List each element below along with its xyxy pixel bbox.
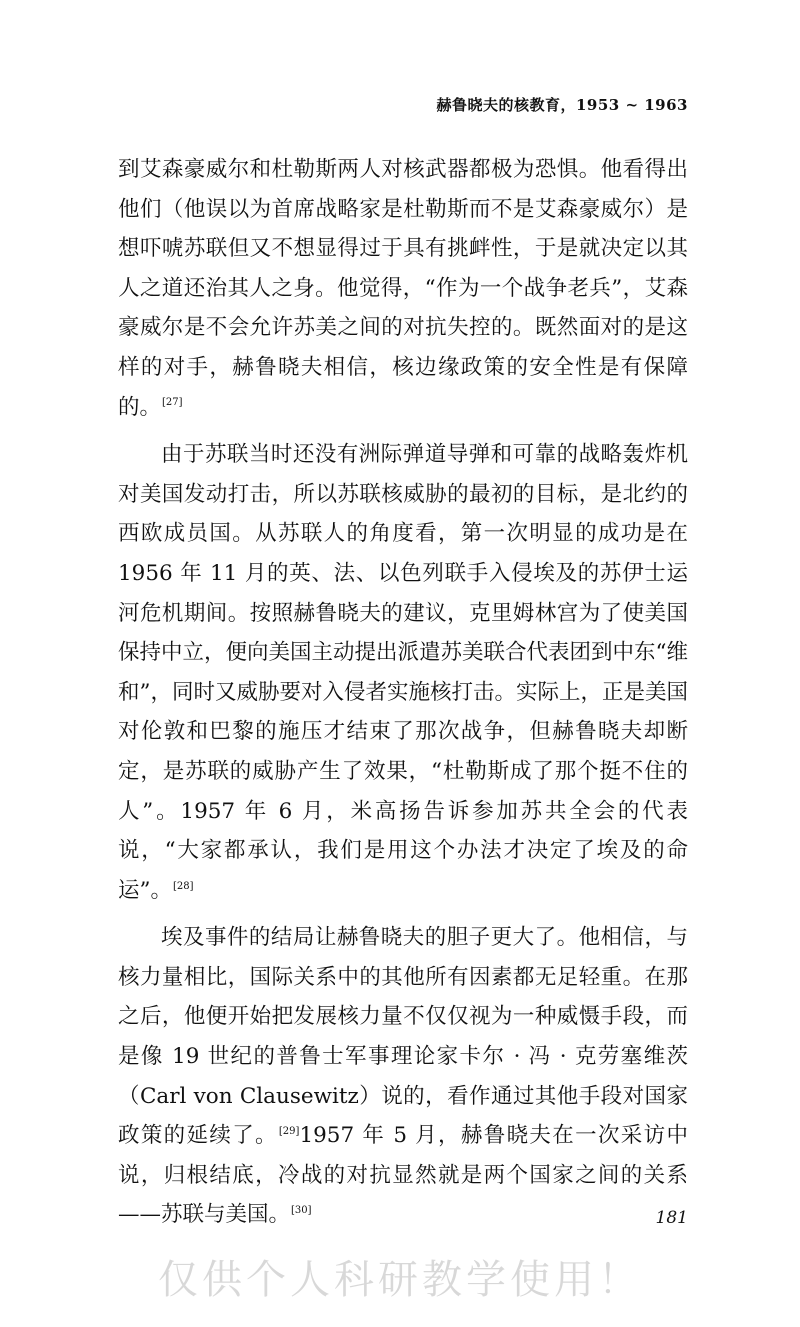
footnote-ref-30[interactable]: [30]: [291, 1205, 312, 1217]
paragraph-3: [118, 918, 688, 1235]
paragraph-1-text: 到艾森豪威尔和杜勒斯两人对核武器都极为恐惧。他看得出他们（他误以为首席战略家是杜勒斯而不是艾森豪威尔）是想吓唬苏联但又不想显得过于具有挑衅性，于是就决定以其人之道还治其人之身。他觉得，“作为一个战争老兵”，艾森豪威尔是不会允许苏美之间的对抗失控的。既然面对的是这样的对手，赫鲁晓夫相信，核边缘政策的安全性是有保障的。: [118, 157, 688, 420]
footnote-ref-29[interactable]: [29]: [278, 1126, 300, 1138]
page-number: 181: [655, 1208, 688, 1228]
footnote-ref-27[interactable]: [27]: [162, 397, 183, 409]
footnote-ref-28[interactable]: [28]: [173, 880, 194, 892]
paragraph-1: [118, 150, 688, 427]
paragraph-2: [118, 435, 688, 910]
paragraph-3-text-b: 1957 年 5 月，赫鲁晓夫在一次采访中说，归根结底，冷战的对抗显然就是两个国家之间的关系——苏联与美国。: [118, 1123, 688, 1228]
body-text: [118, 150, 688, 1243]
paragraph-3-text-a: 埃及事件的结局让赫鲁晓夫的胆子更大了。他相信，与核力量相比，国际关系中的其他所有因素都无足轻重。在那之后，他便开始把发展核力量不仅仅视为一种威慑手段，而是像 19 世纪的普鲁士军事理论家卡尔 · 冯 · 克劳塞维茨（Carl von Clausewitz）说的，看作通过其他手段对国家政策的延续了。: [118, 925, 688, 1149]
paragraph-2-text: 由于苏联当时还没有洲际弹道导弹和可靠的战略轰炸机对美国发动打击，所以苏联核威胁的最初的目标，是北约的西欧成员国。从苏联人的角度看，第一次明显的成功是在1956 年 11 月的英、法、以色列联手入侵埃及的苏伊士运河危机期间。按照赫鲁晓夫的建议，克里姆林宫为了使美国保持中立，便向美国主动提出派遣苏美联合代表团到中东“维和”，同时又威胁要对入侵者实施核打击。实际上，正是美国对伦敦和巴黎的施压才结束了那次战争，但赫鲁晓夫却断定，是苏联的威胁产生了效果，“杜勒斯成了那个挺不住的人”。1957 年 6 月，米高扬告诉参加苏共全会的代表说，“大家都承认，我们是用这个办法才决定了埃及的命运”。: [118, 442, 688, 903]
running-head: 赫鲁晓夫的核教育，1953 ~ 1963: [436, 96, 688, 114]
watermark: 仅供个人科研教学使用！: [158, 1257, 642, 1303]
